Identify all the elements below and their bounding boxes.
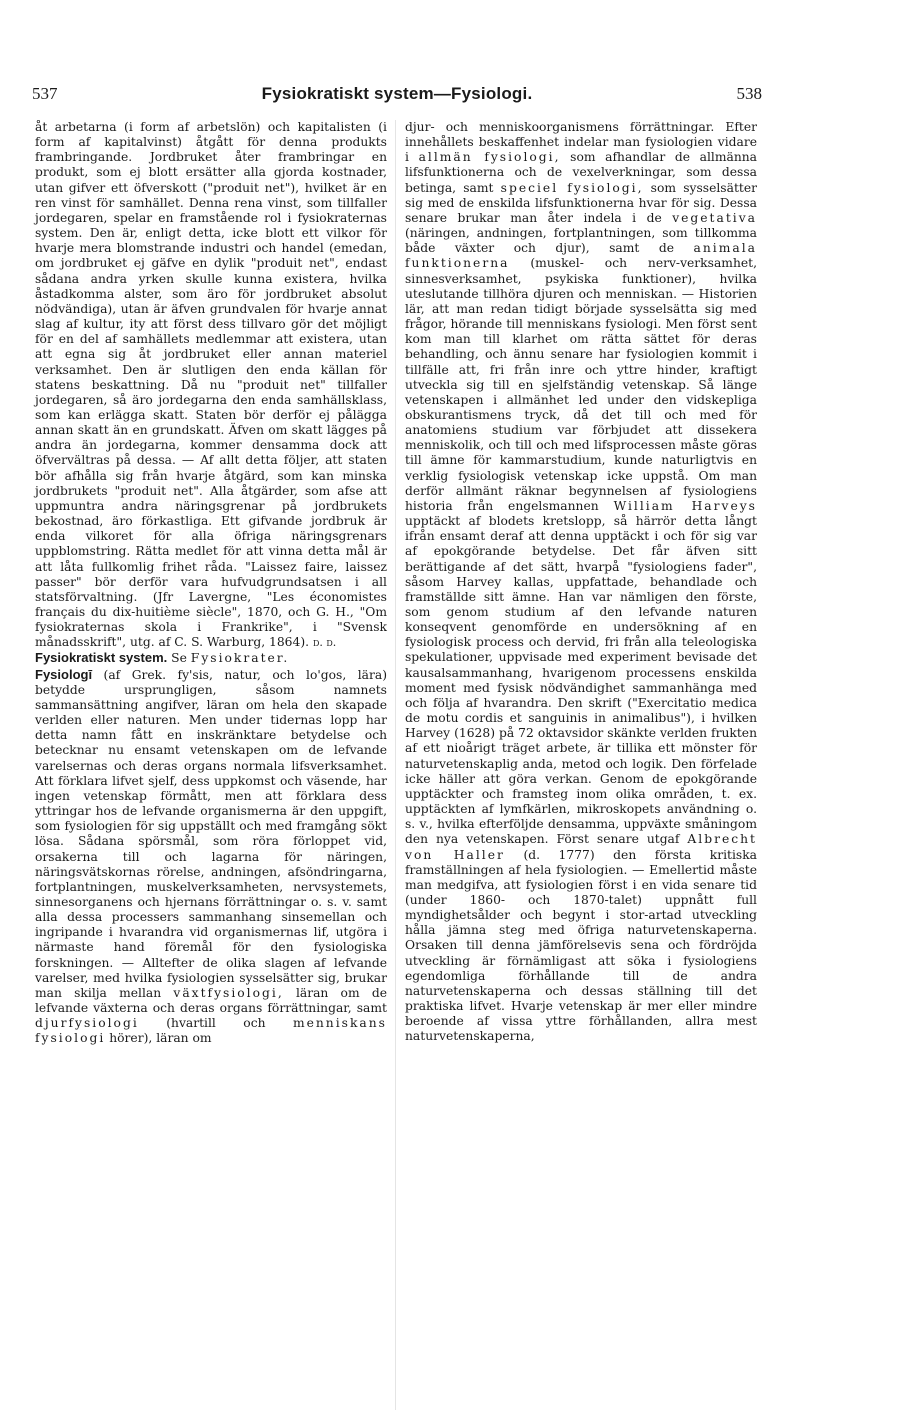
spaced-term: menniskans fysiologi <box>35 1016 387 1046</box>
paragraph-text: åt arbetarna (i form af arbetslön) och kapitalisten (i form af kapitalvinst) åtgått för denna produkts frambringande. Jordbruket åter frambringar en produkt, som ej blott ersätter alla gjorda kostnader, utan gifver ett öfverskott ("produit net"), hvilket är en ren vinst för samhället. Denna rena vinst, som tillfaller jordegaren, spelar en framstående rol i fysiokraternas system. Den är, enligt detta, icke blott ett vilkor för hvarje mera blomstrande industri och handel (emedan, om jordbruket ej gäfve en dylik "produit net", endast sådana andra yrken skulle kunna existera, hvilka åstadkomma alster, som äro för jordbruket absolut nödvändiga), utan är äfven grundvalen för hvarje annat slag af kultur, ity att först dess tillvaro gör det möjligt för en del af samhällets medlemmar att existera, utan att egna sig åt jordbruket eller annan materiel verksamhet. Den är slutligen den enda källan för statens beskattning. Då nu "produit net" tillfaller jordegaren, så äro jordegarna den enda samhällsklass, som kan erlägga skatt. Staten bör derför ej pålägga annan skatt än en grundskatt. Äfven om skatt lägges på andra än jordegarna, kommer densamma dock att öfvervältras på dessa. — Af allt detta följer, att staten bör afhålla sig från hvarje åtgärd, som kan minska jordbrukets "produit net". Alla åtgärder, som afse att uppmuntra andra näringsgrenar på jordbrukets bekostnad, äro förkastliga. Ett gifvande jordbruk är enda vilkoret för alla öfriga näringsgrenars uppblomstring. Rätta medlet för att vinna detta mål är att låta fullkomlig frihet råda. "Laissez faire, laissez passer" bör derför vara hufvudgrundsatsen i all statsförvaltning. (Jfr Lavergne, "Les économistes français du dix-huitième siècle", 1870, och G. H., "Om fysiokraternas skola i Frankrike", i "Svensk månadsskrift", utg. af C. S. Warburg, 1864). <box>35 120 387 650</box>
cross-reference: Fysiokrater. <box>190 651 290 666</box>
entry-text: (hvartill och <box>166 1016 266 1031</box>
spaced-term: animala funktionerna <box>405 241 757 271</box>
spaced-term: djurfysiologi <box>35 1016 139 1031</box>
entry-headword: Fysiokratiskt system. <box>35 650 168 666</box>
paragraph-text: (näringen, andningen, fortplantningen, som tillkomma både växter och djur), samt de <box>405 226 757 256</box>
entry-text: läran om de lefvande växterna och deras organs förrättningar, samt <box>35 985 387 1016</box>
spaced-term: vegetativa <box>672 210 757 225</box>
paragraph-text: djur- och menniskoorganismens förrättningar. Efter innehållets beskaffenhet indelar man fysiologien vidare i <box>405 120 757 165</box>
running-title: Fysiokratiskt system—Fysiologi. <box>261 84 533 103</box>
entry-text: hörer), läran om <box>109 1031 212 1046</box>
page-number-right: 538 <box>736 84 762 103</box>
entry-headword: Fysiologī <box>35 666 93 682</box>
column-divider <box>395 120 396 1410</box>
paragraph-text: som afhandlar de allmänna lifsfunktionerna och de vexelverkningar, som dessa betinga, samt <box>405 150 757 195</box>
paragraph-text: som sysselsätter sig med de enskilda lifsfunktionerna hvar för sig. Dessa senare brukar man åter indela i de <box>405 180 757 225</box>
person-name: Albrecht von Haller <box>405 832 757 862</box>
see-label: Se <box>171 651 187 666</box>
spaced-term: speciel fysiologi, <box>500 180 644 195</box>
spaced-term: växtfysiologi, <box>173 985 284 1000</box>
spaced-term: allmän fysiologi, <box>418 150 561 165</box>
entry-fysiologi <box>35 667 387 1047</box>
author-signature: d. d. <box>312 636 337 650</box>
paragraph-fysiologi-continued <box>405 120 757 1045</box>
paragraph-text: (d. 1777) den första kritiska framställningen af hela fysiologien. — Emellertid måste man medgifva, att fysiologien först i en vida senare tid (under 1860- och 1870-talet) uppnått full myndighetsålder och begynt i stor-artad utveckling hålla jämna steg med öfriga naturvetenskaperna. Orsaken till denna jämförelsevis sena och fördröjda utveckling är förnämligast att söka i fysiologiens egendomliga förhållande till de andra naturvetenskaperna och dessas ställning till det praktiska lifvet. Hvarje vetenskap är mer eller mindre beroende af vissa yttre förhållanden, allra mest naturvetenskaperna, <box>405 847 757 1044</box>
page-number-left: 537 <box>32 84 58 103</box>
right-column <box>405 120 757 1045</box>
paragraph-text: (muskel- och nerv-verksamhet, sinnesverksamhet, psykiska funktioner), hvilka uteslutande tillhöra djuren och menniskan. — Historien lär, att man redan tidigt började sysselsätta sig med frågor, hörande till menniskans fysiologi. Men först sent kom man till klarhet om rätta sättet för deras behandling, och ännu senare har fysiologien kommit i tillfälle att, fri från inre och yttre hinder, kraftigt utveckla sig till en sjelfständig vetenskap. Så länge vetenskapen i allmänhet led under den vidskepliga obskurantismens tryck, då det till och med för anatomiens studium var förbjudet att dissekera menniskolik, och till och med lifsprocessen måste göras till ämne för kammarstudium, kunde naturligtvis en verklig fysiologisk vetenskap icke uppstå. Om man derför allmänt räknar begynnelsen af fysiologiens historia från engelsmannen <box>405 256 757 513</box>
person-name: William Harveys <box>613 498 757 513</box>
entry-fysiokratiskt-system <box>35 650 387 666</box>
left-column <box>35 120 387 1047</box>
paragraph-text: upptäckt af blodets kretslopp, så härrör detta långt ifrån ensamt deraf att denna upptäckt i och för sig var af epokgörande betydelse. Det får äfven sitt berättigande af det sätt, hvarpå "fysiologiens fader", såsom Harvey kallas, uppfattade, behandlade och framställde sitt ämne. Han var nämligen den förste, som genom studium af den lefvande naturen konseqvent genomförde en undersökning af en fysiologisk process och dervid, fri från alla teleologiska spekulationer, uppvisade med experiment bevisade det kausalsammanhang, hvarigenom processens enskilda moment med fysisk nödvändighet sammanhänga med och följa af hvarandra. Den skrift ("Exercitatio medica de motu cordis et sanguinis in animalibus"), i hvilken Harvey (1628) på 72 oktavsidor skänkte verlden frukten af ett nioårigt träget arbete, är tillika ett mönster för naturvetenskaplig anda, metod och logik. Den förfelade icke häller att göra verkan. Genom de epokgörande upptäckter och framsteg inom olika områden, t. ex. upptäckten af lymfkärlen, mikroskopets användning o. s. v., hvilka efterföljde densamma, uppväxte småningom den nya vetenskapen. Först senare utgaf <box>405 514 757 847</box>
page-header <box>32 84 762 108</box>
paragraph-fysiokrater-continued <box>35 120 387 650</box>
entry-text: (af Grek. fy'sis, natur, och lo'gos, lära) betydde ursprungligen, såsom namnets sammansättning angifver, läran om hela den skapade verlden eller naturen. Men under tidernas lopp har detta namn fått en inskränktare betydelse och betecknar nu ensamt vetenskapen om de lefvande varelsernas och deras organs normala lifsverksamhet. Att förklara lifvet sjelf, dess uppkomst och väsende, har ingen vetenskap förmått, men att förklara dess yttringar hos de lefvande organismerna är den uppgift, som fysiologien för sig uppställt och med framgång sökt lösa. Sådana spörsmål, som röra förloppet vid, orsakerna till och lagarna för näringen, näringsvätskornas rörelse, andningen, afsöndringarna, fortplantningen, muskelverksamheten, nervsystemets, sinnesorganens och hjernans förrättningar o. s. v. samt alla dessa processers sammanhang sinsemellan och ingripande i hvarandra vid organismernas lif, utgöra i närmaste hand föremål för den fysiologiska forskningen. — Alltefter de olika slagen af lefvande varelser, med hvilka fysiologien sysselsätter sig, brukar man skilja mellan <box>35 667 387 1000</box>
